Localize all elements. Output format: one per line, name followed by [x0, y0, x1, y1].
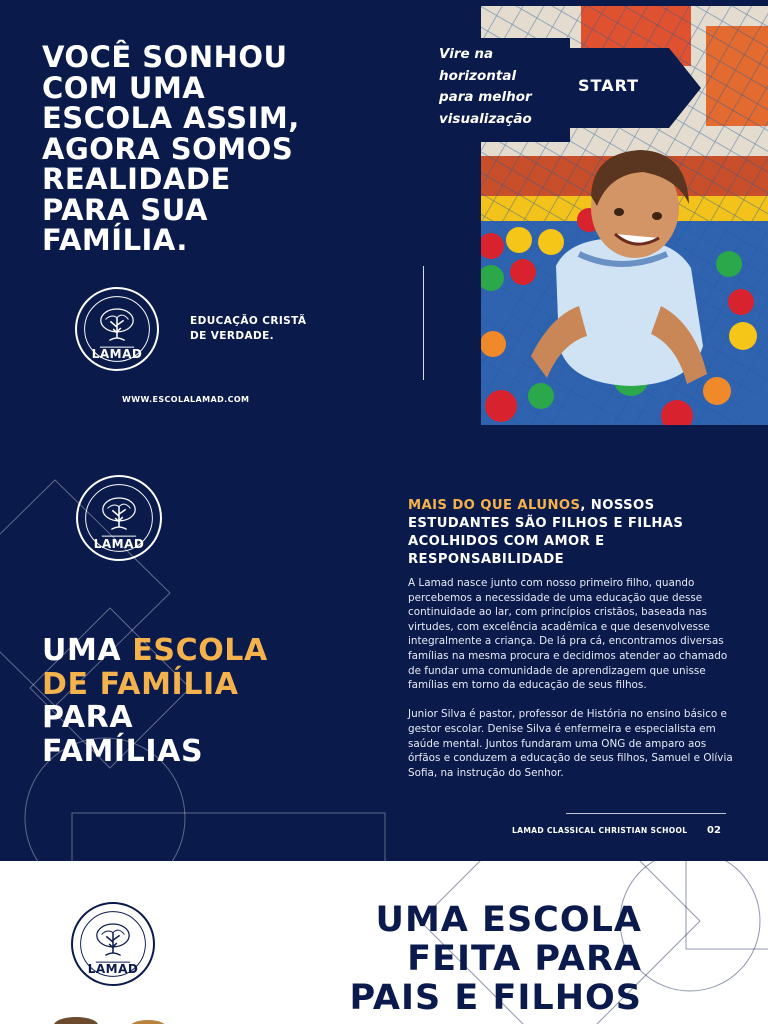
cover-page [0, 0, 768, 428]
section-heading [408, 497, 728, 569]
page3-title [222, 901, 642, 1018]
rotate-hint-line: visualização [439, 110, 532, 127]
hero-line: VOCÊ SONHOU [42, 40, 288, 74]
hero-line: AGORA SOMOS [42, 131, 294, 166]
heading-rest: , NOSSOS ESTUDANTES SÃO FILHOS E FILHAS ACOLHIDOS COM AMOR E RESPONSABILIDADE [408, 498, 684, 567]
about-page [0, 428, 768, 861]
vertical-divider [423, 266, 424, 380]
school-logo [76, 475, 162, 561]
title-line: PAIS E FILHOS [349, 978, 642, 1018]
school-logo [71, 902, 155, 986]
logo-wordmark: LAMAD [93, 537, 145, 551]
family-photo [40, 1007, 188, 1024]
title-line-accent: DE FAMÍLIA [42, 666, 239, 702]
logo-wordmark: LAMAD [91, 347, 143, 361]
start-button[interactable]: START [578, 76, 640, 95]
paragraph: A Lamad nasce junto com nosso primeiro filho, quando percebemos a necessidade de uma educação que desse continuidade ao lar, com princípios cristãos, baseada nas virtudes, com excelência acadêmica e que desenvolvesse integralmente a criança. De lá pra cá, encontramos diversas famílias na mesma procura e decidimos atender ao chamado de fundar uma comunidade de aprendizagem que unisse famílias em torno da educação de seus filhos. [408, 577, 728, 692]
footer-school-name: LAMAD CLASSICAL CHRISTIAN SCHOOL [512, 826, 688, 835]
paragraph: Junior Silva é pastor, professor de História no ensino básico e gestor escolar. Denise Silva é enfermeira e especialista em saúde mental. Juntos fundaram uma ONG de amparo aos órfãos e conduzem a educação de seus filhos, Samuel e Olívia Sofia, na instrução do Senhor. [408, 708, 733, 779]
hero-line: FAMÍLIA. [42, 223, 188, 257]
page-number: 02 [707, 825, 721, 836]
hero-line: ESCOLA ASSIM, [42, 101, 300, 135]
logo-wordmark: LAMAD [87, 962, 139, 976]
rotate-hint-line: para melhor [439, 89, 532, 105]
school-logo [75, 287, 159, 371]
title-line: UMA ESCOLA [375, 900, 642, 940]
hero-title [42, 42, 422, 256]
section-title [42, 634, 268, 768]
about-body [408, 576, 736, 795]
title-line: PARA [42, 700, 134, 735]
rotate-hint-line: Vire na [439, 46, 494, 62]
hero-line: PARA SUA [42, 192, 208, 227]
title-word-accent: ESCOLA [132, 633, 268, 668]
third-page [0, 861, 768, 1024]
tagline [190, 314, 306, 344]
rotate-hint-line: horizontal [439, 67, 517, 84]
tagline-line: DE VERDADE. [190, 330, 275, 342]
title-word: UMA [42, 633, 133, 668]
heading-accent: MAIS DO QUE ALUNOS [408, 498, 581, 513]
hero-line: REALIDADE [42, 162, 231, 196]
website-link[interactable]: WWW.ESCOLALAMAD.COM [122, 395, 250, 404]
title-line: FAMÍLIAS [42, 733, 204, 769]
title-line: FEITA PARA [407, 939, 642, 979]
rotate-hint-text [439, 44, 532, 130]
hero-line: COM UMA [42, 70, 206, 105]
footer-rule [566, 813, 726, 814]
tagline-line: EDUCAÇÃO CRISTÃ [190, 315, 307, 327]
title-line [42, 634, 268, 668]
